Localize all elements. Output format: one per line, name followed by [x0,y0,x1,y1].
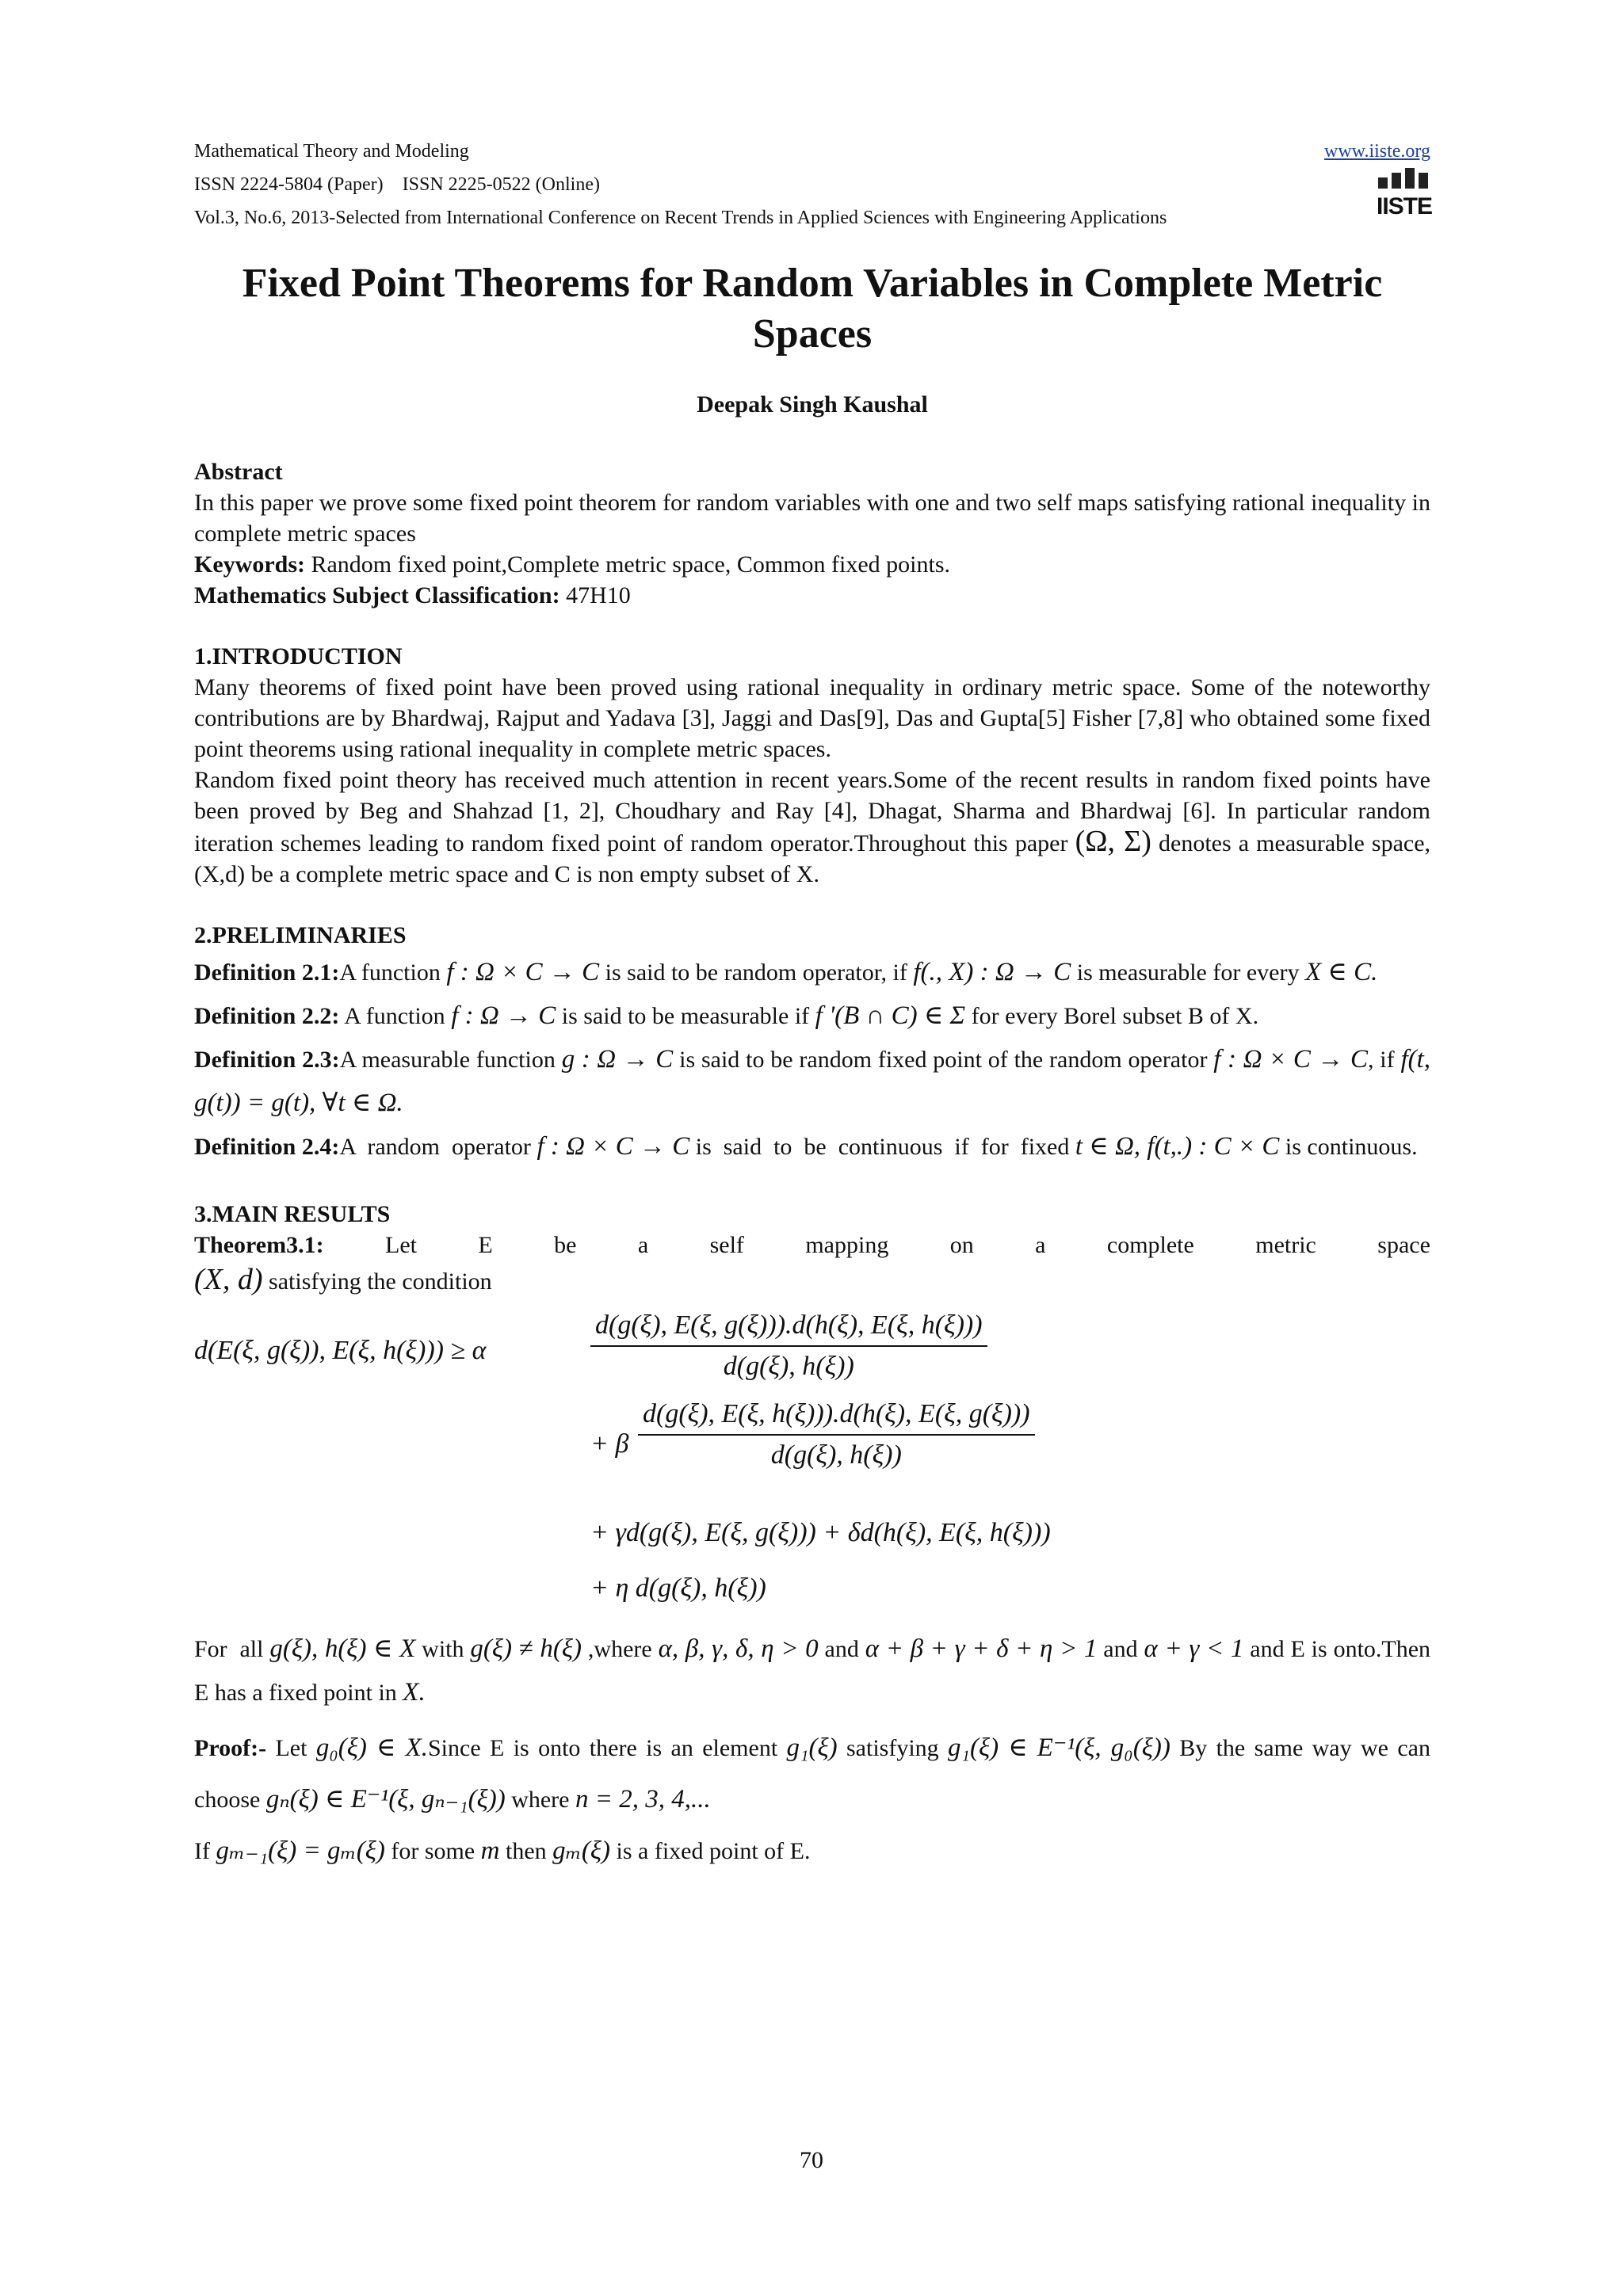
cond-text-a: For all [194,1636,264,1662]
def-2-3 [194,1038,1430,1125]
def-2-4-text-a: A random operator [339,1134,531,1160]
def-2-3-text-c: , if [1367,1047,1395,1073]
proof-math-3: g₁(ξ) ∈ E⁻¹(ξ, g₀(ξ)) [948,1733,1170,1762]
eq-fraction-1 [590,1310,987,1382]
journal-name: Mathematical Theory and Modeling [194,141,469,162]
keywords-text: Random fixed point,Complete metric space, Common fixed points. [304,551,951,578]
def-2-4-text-c: is continuous. [1285,1134,1418,1160]
def-2-2-math-1: f : Ω → C [451,1001,556,1030]
def-2-3-text-b: is said to be random fixed point of the random operator [679,1047,1208,1073]
thm-word: be [554,1232,577,1258]
cond-math-3: α, β, γ, δ, η > 0 [658,1634,819,1663]
def-2-1-label: Definition 2.1: [194,959,340,986]
def-2-4-text-b: is said to be continuous if for fixed [695,1134,1070,1160]
eq-lhs: d(E(ξ, g(ξ)), E(ξ, h(ξ))) ≥ α [194,1336,487,1365]
cond-text-f: and E is onto.Then E has a fixed point in [194,1636,1431,1706]
theorem-3-1-cont [194,1261,1430,1301]
def-2-4-label: Definition 2.4: [194,1134,340,1160]
theorem-3-1-line [194,1230,1430,1261]
abstract-heading: Abstract [194,459,283,485]
cond-text-b: with [422,1636,464,1662]
eq-fraction-2 [638,1399,1035,1470]
thm-word: Let [385,1232,417,1258]
def-2-4 [194,1125,1430,1169]
proof-text-b: Since E is onto there is an element [427,1735,778,1761]
cond-math-6: X. [403,1678,426,1707]
if-math-2: m [480,1836,500,1865]
eq-gamma-delta: + γd(g(ξ), E(ξ, g(ξ))) + δd(h(ξ), E(ξ, h(ξ))) [590,1518,1051,1547]
journal-url-link[interactable]: www.iiste.org [1324,141,1430,162]
abstract-section [194,456,1430,611]
abstract-text: In this paper we prove some fixed point theorem for random variables with one and two self maps satisfying rational inequality in complete metric spaces [194,490,1430,547]
if-text-d: is a fixed point of E. [616,1838,811,1864]
intro-p2-a: Random fixed point theory has received much attention in recent years.Some of the recent results in random fixed points have been proved by Beg and Shahzad [1, 2], Choudhary and Ray [4], Dhagat, Sharma and Bhardwaj [6]. In particular random iteration schemes leading to random fixed point of random operator.Throughout this paper [194,767,1430,856]
def-2-2-text-c: for every Borel subset B of X. [971,1003,1259,1029]
if-math-1: gₘ₋₁(ξ) = gₘ(ξ) [216,1836,385,1865]
msc-label: Mathematics Subject Classification: [194,582,560,608]
logo-text: IISTE [1377,193,1433,219]
cond-math-2: g(ξ) ≠ h(ξ) [470,1634,582,1663]
proof-text-a: Let [275,1735,307,1761]
proof-label: Proof:- [194,1735,267,1761]
theorem-conditions [194,1627,1430,1714]
proof-text-c: satisfying [846,1735,939,1761]
cond-text-d: and [824,1636,859,1662]
eq-fraction-2-den: d(g(ξ), h(ξ)) [770,1440,902,1470]
thm-word: metric [1255,1232,1316,1258]
thm-word: a [1035,1232,1046,1258]
proof-math-1: g₀(ξ) ∈ X. [315,1733,428,1762]
def-2-2-label: Definition 2.2: [194,1003,340,1029]
intro-p2-b: denotes a measurable space, (X,d) be a complete metric space and C is non empty subset of X. [194,830,1431,887]
def-2-2-text-b: is said to be measurable if [561,1003,810,1029]
eq-eta: + η d(g(ξ), h(ξ)) [590,1573,766,1603]
if-text-b: for some [391,1838,475,1864]
cond-math-1: g(ξ), h(ξ) ∈ X [269,1634,416,1663]
proof-paragraph [194,1722,1430,1825]
page-number: 70 [800,2147,823,2173]
intro-p2 [194,765,1430,890]
thm-word: a [637,1232,649,1258]
def-2-1-math-1: f : Ω × C → C [446,958,600,986]
def-2-1-math-3: X ∈ C. [1304,958,1378,986]
logo-bars-icon [1377,168,1429,189]
paper-page [194,135,1433,1877]
journal-header [194,135,1433,235]
keywords-label: Keywords: [194,551,305,578]
eq-fraction-1-num: d(g(ξ), E(ξ, g(ξ))).d(h(ξ), E(ξ, h(ξ))) [590,1310,987,1347]
def-2-1-text-b: is said to be random operator, if [605,959,907,986]
cond-math-4: α + β + γ + δ + η > 1 [865,1634,1098,1663]
proof-math-5: n = 2, 3, 4,... [575,1785,711,1814]
prelim-heading: 2.PRELIMINARIES [194,922,407,948]
def-2-3-math-1: g : Ω → C [561,1045,674,1074]
cond-text-e: and [1103,1636,1138,1662]
msc-text: 47H10 [559,582,631,608]
def-2-1-text-c: is measurable for every [1076,959,1300,986]
keywords-line [194,549,1430,580]
eq-fraction-1-den: d(g(ξ), h(ξ)) [723,1352,854,1381]
thm-word: E [478,1232,493,1258]
if-math-3: gₘ(ξ) [552,1836,611,1865]
thm-word: self [709,1232,744,1258]
def-2-4-math-2: t ∈ Ω, f(t,.) : C × C [1075,1132,1280,1161]
issn-line: ISSN 2224-5804 (Paper) ISSN 2225-0522 (Online) [194,174,600,195]
cond-math-5: α + γ < 1 [1144,1634,1244,1663]
main-inequality [194,1310,1430,1627]
math-omega-sigma: (Ω, Σ) [1075,825,1151,858]
def-2-1 [194,951,1430,994]
thm-word: space [1377,1232,1430,1258]
def-2-4-math-1: f : Ω × C → C [537,1132,690,1161]
proof-text-e: where [511,1787,570,1813]
def-2-2 [194,994,1430,1038]
if-text-c: then [506,1838,547,1864]
def-2-3-math-3: f(t, g(t)) = g(t), ∀t ∈ Ω. [194,1045,1431,1117]
intro-heading: 1.INTRODUCTION [194,643,403,669]
msc-line [194,580,1430,611]
eq-beta: + β [590,1429,629,1459]
intro-p1: Many theorems of fixed point have been proved using rational inequality in ordinary metric space. Some of the noteworthy contributions are by Bhardwaj, Rajput and Yadava [3], Jaggi and Das[9], Das and Gupta[5] Fisher [7,8] who obtained some fixed point theorems using rational inequality in complete metric spaces. [194,674,1430,762]
def-2-2-text-a: A function [344,1003,445,1029]
thm-word: mapping [805,1232,889,1258]
theorem-label: Theorem3.1: [194,1232,324,1258]
cond-text-c: ,where [587,1636,652,1662]
def-2-1-math-2: f(., X) : Ω → C [913,958,1071,986]
fixed-point-conclusion [194,1825,1430,1877]
thm-word: complete [1106,1232,1194,1258]
proof-text-d: By the same way we can choose [194,1735,1430,1813]
iiste-logo [1377,168,1433,227]
def-2-3-label: Definition 2.3: [194,1047,340,1073]
author-name: Deepak Singh Kaushal [697,391,928,418]
if-text-a: If [194,1838,210,1864]
paper-title: Fixed Point Theorems for Random Variables in Complete Metric Spaces [242,261,1383,357]
proof-math-2: g₁(ξ) [786,1733,838,1762]
math-x-d: (X, d) [194,1263,263,1296]
proof-math-4: gₙ(ξ) ∈ E⁻¹(ξ, gₙ₋₁(ξ)) [265,1785,506,1814]
def-2-2-math-2: f '(B ∩ C) ∈ Σ [815,1001,966,1030]
main-results-heading: 3.MAIN RESULTS [194,1201,391,1227]
volume-line: Vol.3, No.6, 2013-Selected from International Conference on Recent Trends in Applied Sciences with Engineering Applications [194,208,1167,228]
thm-word: on [949,1232,974,1258]
def-2-3-math-2: f : Ω × C → C [1213,1045,1368,1074]
def-2-3-text-a: A measurable function [339,1047,556,1073]
def-2-1-text-a: A function [339,959,441,986]
eq-fraction-2-num: d(g(ξ), E(ξ, h(ξ))).d(h(ξ), E(ξ, g(ξ))) [638,1399,1035,1436]
theorem-condition-text: satisfying the condition [269,1268,492,1295]
